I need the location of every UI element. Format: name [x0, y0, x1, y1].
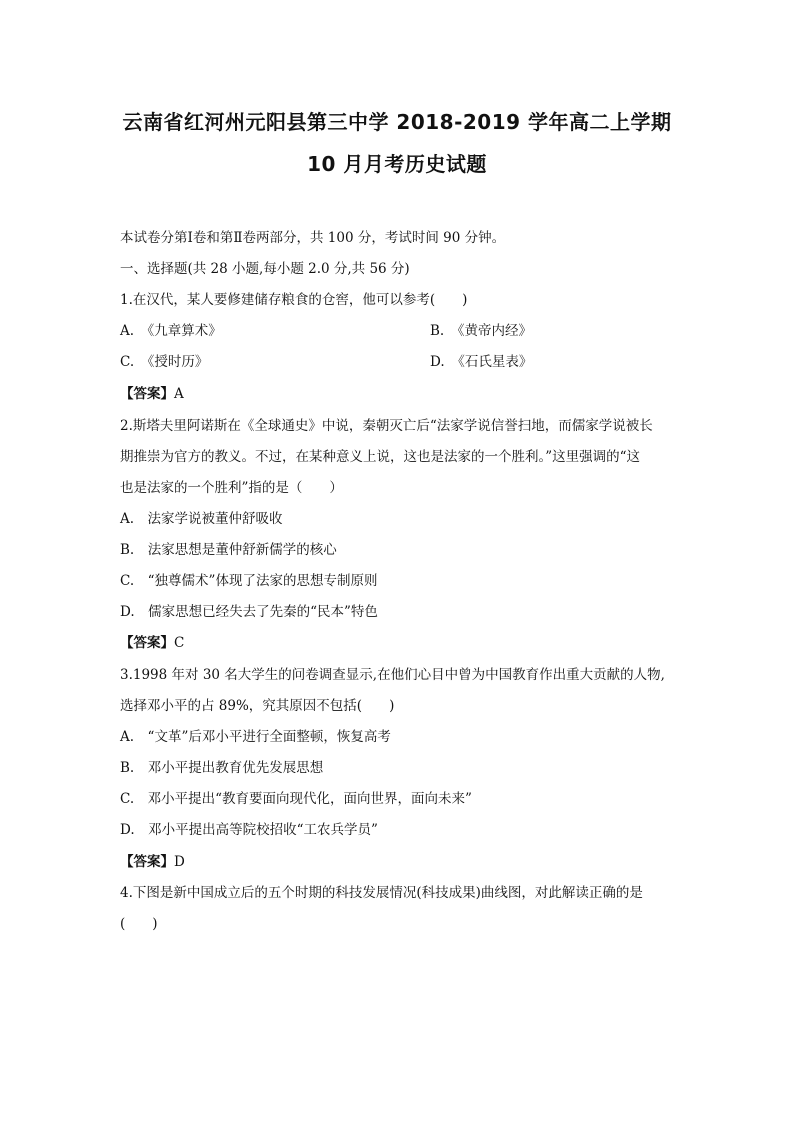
question-1-option-a: A. 《九章算术》 [120, 323, 222, 339]
question-3-answer [120, 853, 185, 871]
question-2-answer [120, 634, 184, 652]
answer-label: 【答案】 [120, 854, 174, 870]
question-4-stem-line-1: 4.下图是新中国成立后的五个时期的科技发展情况(科技成果)曲线图，对此解读正确的是 [120, 885, 643, 901]
answer-value: D [174, 854, 185, 870]
question-3-option-a: A. “文革”后邓小平进行全面整顿，恢复高考 [120, 729, 391, 745]
question-1-option-c: C. 《授时历》 [120, 354, 209, 370]
question-4-stem-line-2: ( ) [120, 916, 158, 932]
question-3-option-b: B. 邓小平提出教育优先发展思想 [120, 760, 324, 776]
answer-label: 【答案】 [120, 635, 174, 651]
question-2-stem-line-1: 2.斯塔夫里阿诺斯在《全球通史》中说，秦朝灭亡后“法家学说信誉扫地，而儒家学说被长 [120, 418, 653, 434]
question-2-stem-line-3: 也是法家的一个胜利”指的是（ ） [120, 480, 343, 496]
answer-label: 【答案】 [120, 386, 174, 402]
document-title-line-1: 云南省红河州元阳县第三中学 2018-2019 学年高二上学期 [122, 110, 672, 134]
question-1-option-d: D. 《石氏星表》 [430, 354, 533, 370]
question-2-option-b: B. 法家思想是董仲舒新儒学的核心 [120, 542, 337, 558]
question-1-answer [120, 385, 184, 403]
question-2-option-d: D. 儒家思想已经失去了先秦的“民本”特色 [120, 604, 378, 620]
question-2-option-a: A. 法家学说被董仲舒吸收 [120, 511, 283, 527]
question-1-stem: 1.在汉代，某人要修建储存粮食的仓窖，他可以参考( ) [120, 292, 468, 308]
question-3-stem-line-2: 选择邓小平的占 89%，究其原因不包括( ) [120, 698, 395, 714]
question-3-stem-line-1: 3.1998 年对 30 名大学生的问卷调查显示,在他们心目中曾为中国教育作出重大贡献的人物, [120, 667, 665, 683]
question-3-option-d: D. 邓小平提出高等院校招收“工农兵学员” [120, 822, 378, 838]
answer-value: A [174, 386, 184, 402]
exam-intro: 本试卷分第Ⅰ卷和第Ⅱ卷两部分，共 100 分，考试时间 90 分钟。 [120, 230, 506, 246]
question-1-option-b: B. 《黄帝内经》 [430, 323, 532, 339]
question-2-option-c: C. “独尊儒术”体现了法家的思想专制原则 [120, 573, 378, 589]
section-heading: 一、选择题(共 28 小题,每小题 2.0 分,共 56 分) [120, 261, 410, 277]
document-title-line-2: 10 月月考历史试题 [307, 152, 487, 176]
question-2-stem-line-2: 期推崇为官方的教义。不过，在某种意义上说，这也是法家的一个胜利。”这里强调的“这 [120, 449, 641, 465]
question-3-option-c: C. 邓小平提出“教育要面向现代化，面向世界，面向未来” [120, 791, 472, 807]
answer-value: C [174, 635, 185, 651]
